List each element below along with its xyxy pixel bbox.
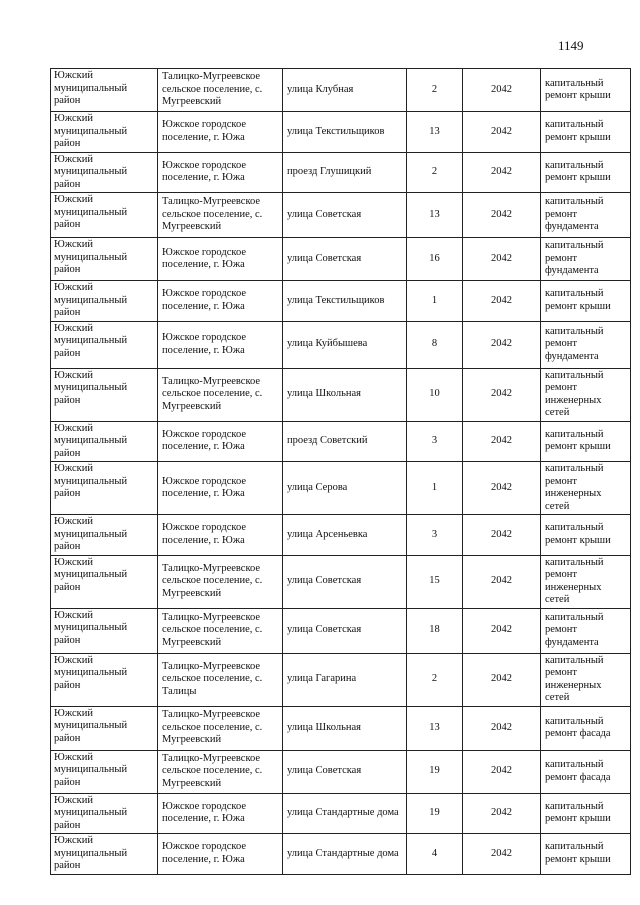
- district-cell: Южский муниципальный район: [51, 834, 158, 875]
- table-row: [51, 238, 631, 281]
- year-cell: 2042: [463, 281, 541, 322]
- year-cell: 2042: [463, 69, 541, 112]
- table-body: [51, 69, 631, 875]
- street-cell: улица Советская: [283, 238, 407, 281]
- house-number-cell: 1: [407, 462, 463, 515]
- settlement-cell: Талицко-Мугреевское сельское поселение, с. Мугреевский: [158, 608, 283, 653]
- house-number-cell: 16: [407, 238, 463, 281]
- housing-repair-table: [50, 68, 631, 875]
- street-cell: улица Советская: [283, 750, 407, 793]
- table-row: [51, 608, 631, 653]
- table-row: [51, 750, 631, 793]
- work-type-cell: капитальный ремонт крыши: [541, 281, 631, 322]
- house-number-cell: 1: [407, 281, 463, 322]
- district-cell: Южский муниципальный район: [51, 653, 158, 706]
- street-cell: улица Гагарина: [283, 653, 407, 706]
- house-number-cell: 19: [407, 750, 463, 793]
- year-cell: 2042: [463, 321, 541, 368]
- table-row: [51, 515, 631, 556]
- work-type-cell: капитальный ремонт крыши: [541, 515, 631, 556]
- year-cell: 2042: [463, 368, 541, 421]
- house-number-cell: 13: [407, 193, 463, 238]
- settlement-cell: Талицко-Мугреевское сельское поселение, с. Мугреевский: [158, 69, 283, 112]
- street-cell: улица Советская: [283, 608, 407, 653]
- district-cell: Южский муниципальный район: [51, 193, 158, 238]
- table-row: [51, 69, 631, 112]
- street-cell: улица Серова: [283, 462, 407, 515]
- work-type-cell: капитальный ремонт фундамента: [541, 608, 631, 653]
- house-number-cell: 18: [407, 608, 463, 653]
- district-cell: Южский муниципальный район: [51, 152, 158, 193]
- work-type-cell: капитальный ремонт инженерных сетей: [541, 368, 631, 421]
- settlement-cell: Южское городское поселение, г. Южа: [158, 793, 283, 834]
- work-type-cell: капитальный ремонт крыши: [541, 421, 631, 462]
- settlement-cell: Южское городское поселение, г. Южа: [158, 238, 283, 281]
- table-row: [51, 193, 631, 238]
- house-number-cell: 4: [407, 834, 463, 875]
- house-number-cell: 13: [407, 112, 463, 153]
- work-type-cell: капитальный ремонт инженерных сетей: [541, 555, 631, 608]
- year-cell: 2042: [463, 608, 541, 653]
- settlement-cell: Южское городское поселение, г. Южа: [158, 321, 283, 368]
- street-cell: улица Школьная: [283, 368, 407, 421]
- street-cell: улица Советская: [283, 193, 407, 238]
- settlement-cell: Южское городское поселение, г. Южа: [158, 462, 283, 515]
- work-type-cell: капитальный ремонт крыши: [541, 834, 631, 875]
- table-row: [51, 281, 631, 322]
- settlement-cell: Талицко-Мугреевское сельское поселение, с. Мугреевский: [158, 193, 283, 238]
- house-number-cell: 3: [407, 421, 463, 462]
- table-row: [51, 421, 631, 462]
- district-cell: Южский муниципальный район: [51, 368, 158, 421]
- work-type-cell: капитальный ремонт инженерных сетей: [541, 462, 631, 515]
- settlement-cell: Талицко-Мугреевское сельское поселение, с. Мугреевский: [158, 555, 283, 608]
- work-type-cell: капитальный ремонт крыши: [541, 112, 631, 153]
- street-cell: улица Текстильщиков: [283, 281, 407, 322]
- year-cell: 2042: [463, 793, 541, 834]
- settlement-cell: Южское городское поселение, г. Южа: [158, 112, 283, 153]
- district-cell: Южский муниципальный район: [51, 238, 158, 281]
- table-row: [51, 462, 631, 515]
- year-cell: 2042: [463, 750, 541, 793]
- year-cell: 2042: [463, 421, 541, 462]
- settlement-cell: Южское городское поселение, г. Южа: [158, 421, 283, 462]
- settlement-cell: Талицко-Мугреевское сельское поселение, с. Мугреевский: [158, 706, 283, 750]
- work-type-cell: капитальный ремонт крыши: [541, 793, 631, 834]
- year-cell: 2042: [463, 834, 541, 875]
- street-cell: проезд Советский: [283, 421, 407, 462]
- work-type-cell: капитальный ремонт крыши: [541, 69, 631, 112]
- table-row: [51, 152, 631, 193]
- district-cell: Южский муниципальный район: [51, 555, 158, 608]
- settlement-cell: Талицко-Мугреевское сельское поселение, с. Талицы: [158, 653, 283, 706]
- work-type-cell: капитальный ремонт крыши: [541, 152, 631, 193]
- street-cell: улица Стандартные дома: [283, 834, 407, 875]
- year-cell: 2042: [463, 555, 541, 608]
- settlement-cell: Талицко-Мугреевское сельское поселение, с. Мугреевский: [158, 368, 283, 421]
- house-number-cell: 19: [407, 793, 463, 834]
- page-number: 1149: [558, 38, 584, 53]
- district-cell: Южский муниципальный район: [51, 69, 158, 112]
- district-cell: Южский муниципальный район: [51, 608, 158, 653]
- house-number-cell: 3: [407, 515, 463, 556]
- settlement-cell: Южское городское поселение, г. Южа: [158, 281, 283, 322]
- house-number-cell: 8: [407, 321, 463, 368]
- house-number-cell: 13: [407, 706, 463, 750]
- year-cell: 2042: [463, 515, 541, 556]
- work-type-cell: капитальный ремонт фундамента: [541, 321, 631, 368]
- street-cell: улица Текстильщиков: [283, 112, 407, 153]
- table-row: [51, 368, 631, 421]
- house-number-cell: 2: [407, 653, 463, 706]
- district-cell: Южский муниципальный район: [51, 112, 158, 153]
- district-cell: Южский муниципальный район: [51, 750, 158, 793]
- year-cell: 2042: [463, 653, 541, 706]
- street-cell: улица Клубная: [283, 69, 407, 112]
- work-type-cell: капитальный ремонт инженерных сетей: [541, 653, 631, 706]
- district-cell: Южский муниципальный район: [51, 321, 158, 368]
- table-row: [51, 793, 631, 834]
- district-cell: Южский муниципальный район: [51, 706, 158, 750]
- district-cell: Южский муниципальный район: [51, 421, 158, 462]
- street-cell: улица Куйбышева: [283, 321, 407, 368]
- work-type-cell: капитальный ремонт фундамента: [541, 238, 631, 281]
- work-type-cell: капитальный ремонт фасада: [541, 706, 631, 750]
- year-cell: 2042: [463, 152, 541, 193]
- district-cell: Южский муниципальный район: [51, 281, 158, 322]
- table-row: [51, 706, 631, 750]
- year-cell: 2042: [463, 238, 541, 281]
- district-cell: Южский муниципальный район: [51, 515, 158, 556]
- house-number-cell: 2: [407, 152, 463, 193]
- work-type-cell: капитальный ремонт фундамента: [541, 193, 631, 238]
- street-cell: проезд Глушицкий: [283, 152, 407, 193]
- house-number-cell: 2: [407, 69, 463, 112]
- settlement-cell: Южское городское поселение, г. Южа: [158, 152, 283, 193]
- year-cell: 2042: [463, 706, 541, 750]
- settlement-cell: Талицко-Мугреевское сельское поселение, с. Мугреевский: [158, 750, 283, 793]
- district-cell: Южский муниципальный район: [51, 462, 158, 515]
- table-row: [51, 834, 631, 875]
- table-row: [51, 321, 631, 368]
- house-number-cell: 10: [407, 368, 463, 421]
- settlement-cell: Южское городское поселение, г. Южа: [158, 834, 283, 875]
- table-row: [51, 653, 631, 706]
- district-cell: Южский муниципальный район: [51, 793, 158, 834]
- table-row: [51, 555, 631, 608]
- work-type-cell: капитальный ремонт фасада: [541, 750, 631, 793]
- street-cell: улица Стандартные дома: [283, 793, 407, 834]
- year-cell: 2042: [463, 112, 541, 153]
- street-cell: улица Арсеньевка: [283, 515, 407, 556]
- year-cell: 2042: [463, 462, 541, 515]
- street-cell: улица Советская: [283, 555, 407, 608]
- year-cell: 2042: [463, 193, 541, 238]
- street-cell: улица Школьная: [283, 706, 407, 750]
- table-row: [51, 112, 631, 153]
- settlement-cell: Южское городское поселение, г. Южа: [158, 515, 283, 556]
- house-number-cell: 15: [407, 555, 463, 608]
